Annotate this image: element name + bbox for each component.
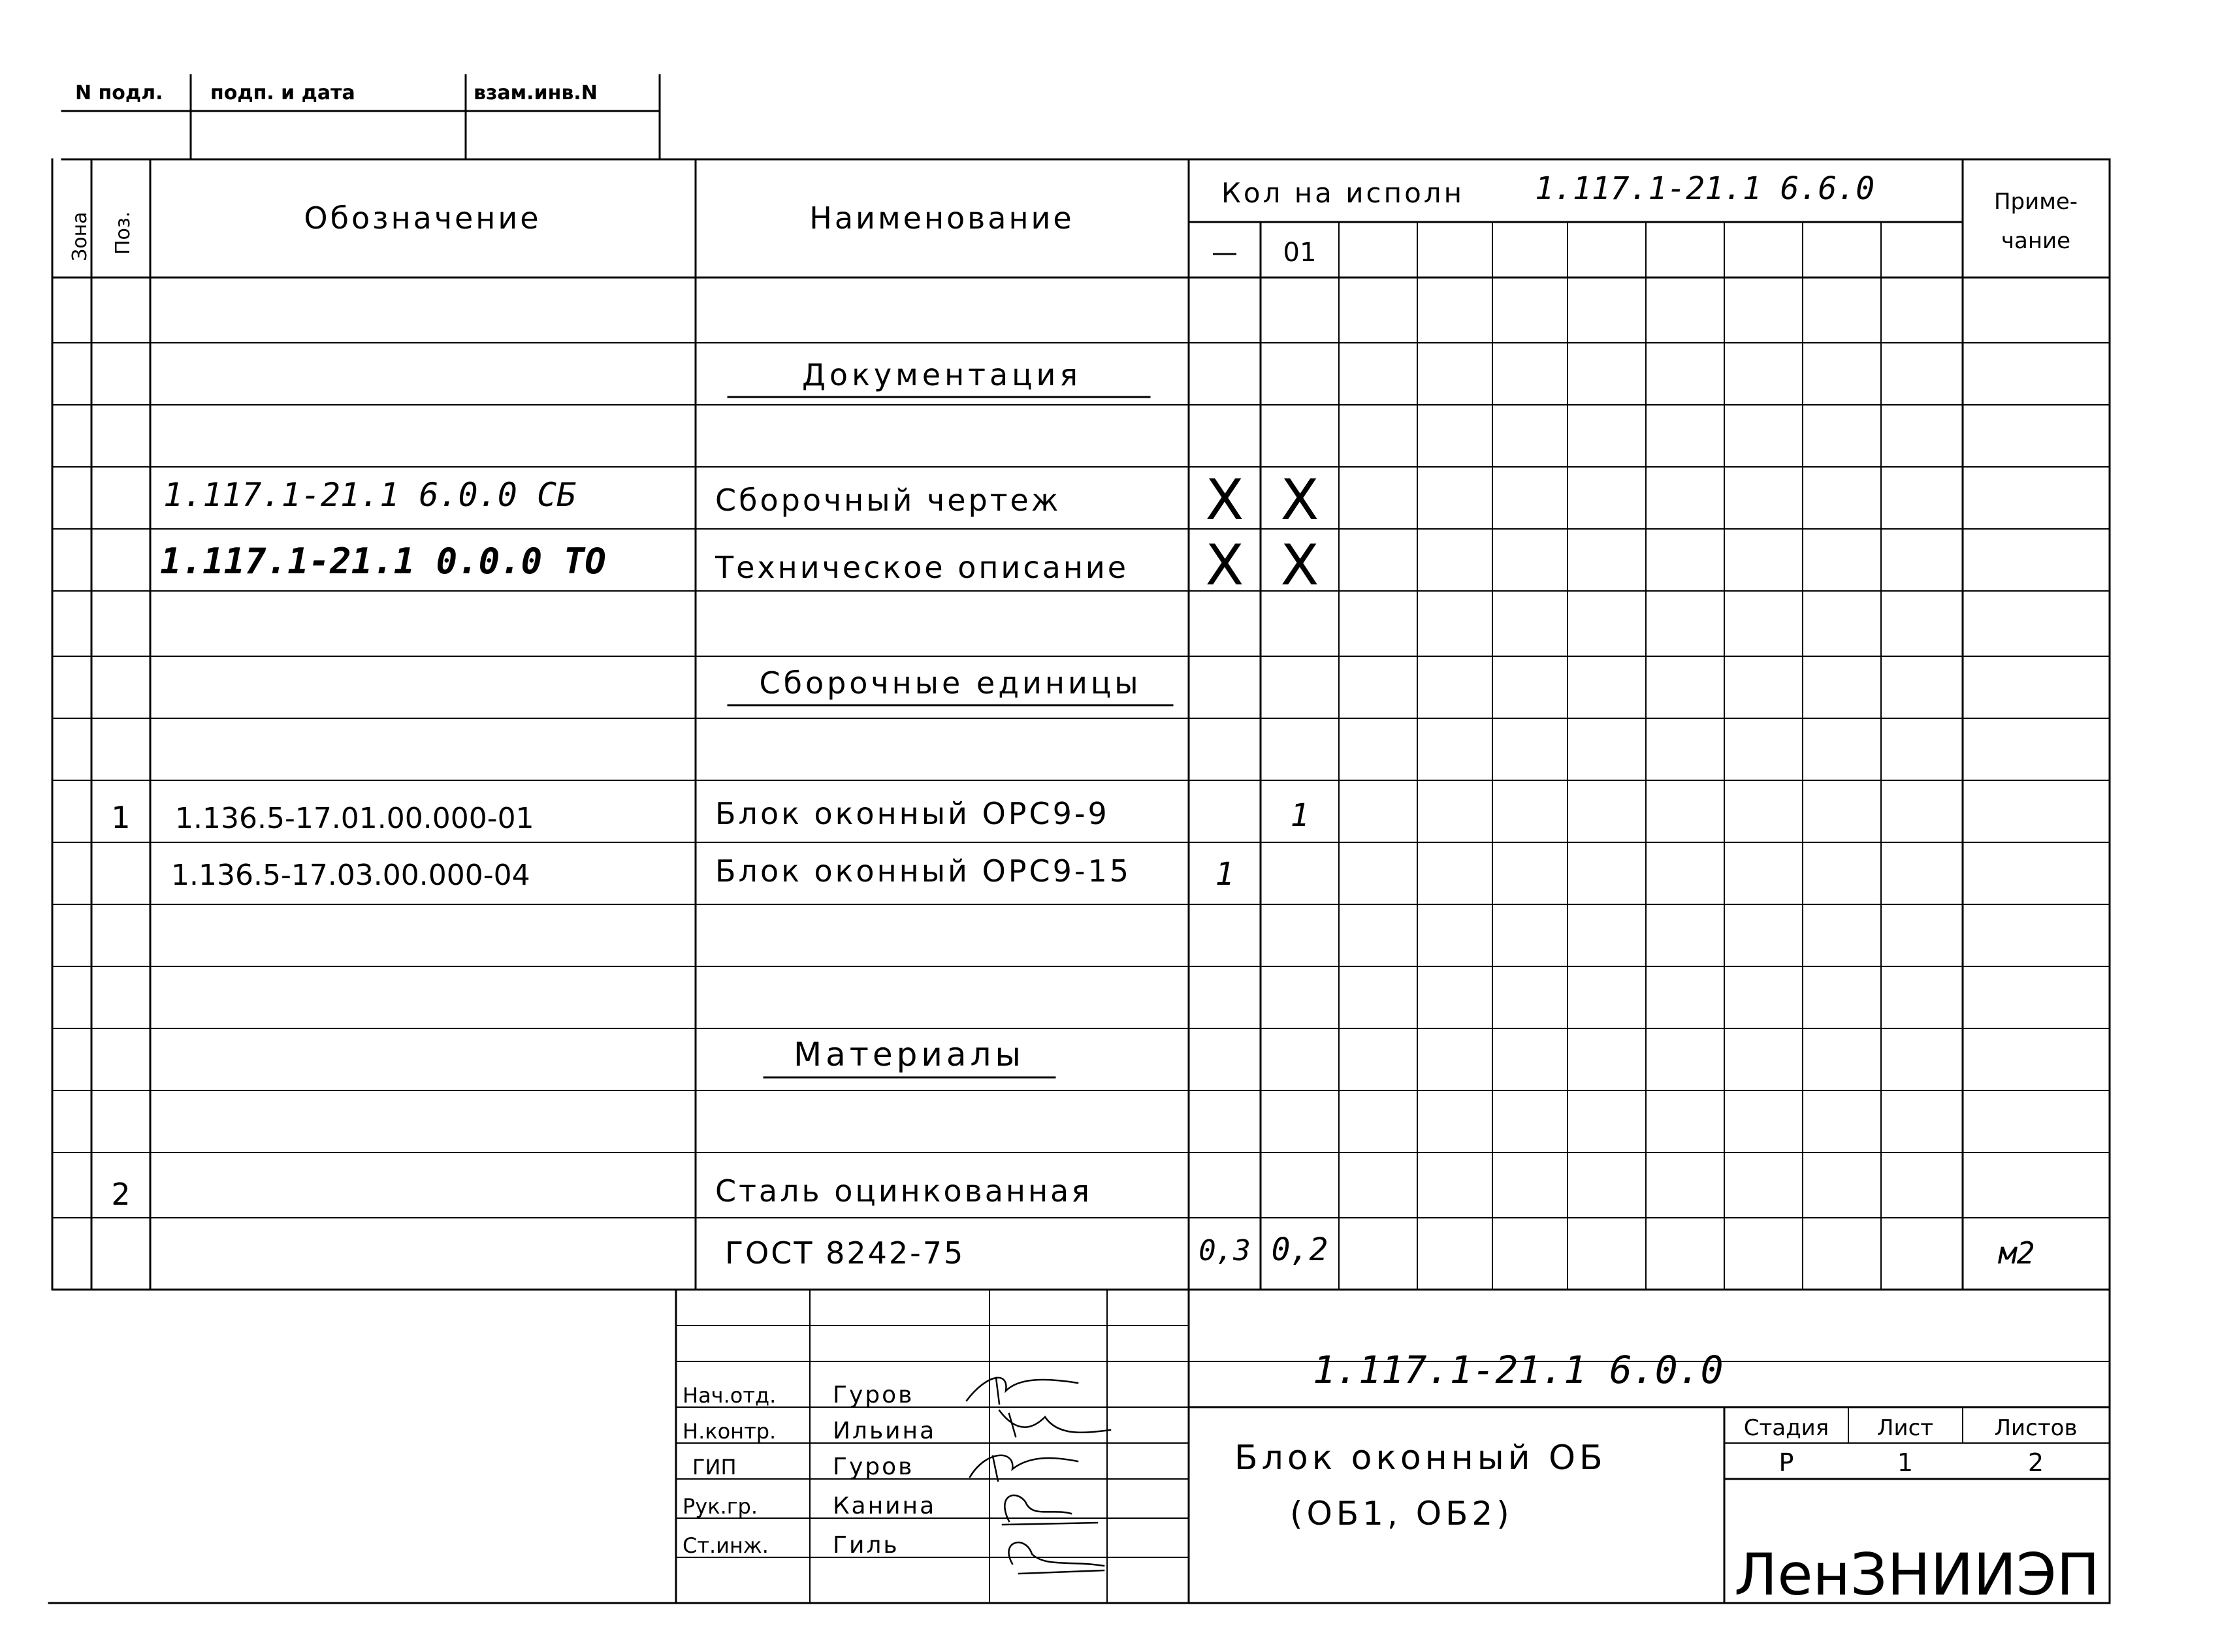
row-5-name: Сталь оцинкованная xyxy=(715,1173,1092,1209)
row-3-qty-1: 1 xyxy=(1290,797,1310,834)
signatory-name-4: Канина xyxy=(833,1493,937,1519)
stage-value: Р xyxy=(1778,1448,1794,1477)
section-materials: Материалы xyxy=(794,1036,1025,1073)
sheets-label: Листов xyxy=(1994,1415,2078,1441)
sheets-value: 2 xyxy=(2027,1448,2044,1477)
organization: ЛенЗНИИЭП xyxy=(1734,1541,2100,1608)
row-4-designation: 1.136.5-17.03.00.000-04 xyxy=(171,859,530,892)
signatory-name-1: Гуров xyxy=(833,1382,914,1408)
row-2-name: Техническое описание xyxy=(715,550,1129,585)
header-designation: Обозначение xyxy=(304,200,541,236)
stamp-label-replacement: взам.инв.N xyxy=(474,82,598,104)
row-3-pos: 1 xyxy=(111,800,131,835)
row-1-qty-0: X xyxy=(1205,468,1244,533)
header-name: Наименование xyxy=(809,200,1074,236)
stamp-label-signature-date: подп. и дата xyxy=(210,82,355,104)
row-6-name: ГОСТ 8242-75 xyxy=(725,1235,965,1271)
row-2-qty-0: X xyxy=(1205,533,1244,598)
stamp-label-inv-number: N подл. xyxy=(75,82,163,104)
header-note-line2: чание xyxy=(2001,228,2071,254)
header-zone: Зона xyxy=(69,212,91,261)
doc-number: 1.117.1-21.1 6.0.0 xyxy=(1313,1348,1724,1392)
header-qty-label: Кол на исполн xyxy=(1221,177,1465,209)
signatory-role-1: Нач.отд. xyxy=(683,1383,777,1408)
section-documentation: Документация xyxy=(801,357,1082,392)
signature-gurov-2 xyxy=(970,1455,1078,1481)
signatory-name-5: Гиль xyxy=(833,1532,899,1559)
section-assemblies: Сборочные единицы xyxy=(759,665,1142,701)
header-variant-0: — xyxy=(1212,238,1238,268)
signature-ilyina xyxy=(999,1410,1110,1437)
row-1-designation: 1.117.1-21.1 6.0.0 СБ xyxy=(163,476,577,514)
signature-gil xyxy=(1008,1542,1104,1574)
row-5-pos: 2 xyxy=(111,1177,131,1212)
row-6-qty-0: 0,3 xyxy=(1198,1234,1251,1267)
header-note-line1: Приме- xyxy=(1993,189,2078,215)
row-2-qty-1: X xyxy=(1280,533,1319,598)
sheet-label: Лист xyxy=(1876,1415,1934,1441)
header-pos: Поз. xyxy=(112,211,135,255)
signatory-role-2: Н.контр. xyxy=(683,1419,777,1444)
signatory-role-5: Ст.инж. xyxy=(683,1533,769,1558)
row-1-name: Сборочный чертеж xyxy=(715,483,1061,518)
row-lines xyxy=(52,343,2110,1218)
doc-title-line2: (ОБ1, ОБ2) xyxy=(1290,1495,1513,1533)
row-6-note: м2 xyxy=(1999,1235,2035,1271)
signatory-role-3: ГИП xyxy=(692,1455,737,1480)
row-6-qty-1: 0,2 xyxy=(1271,1231,1328,1268)
row-1-qty-1: X xyxy=(1280,468,1319,533)
row-2-designation: 1.117.1-21.1 0.0.0 ТО xyxy=(160,541,606,582)
signatory-name-2: Ильина xyxy=(833,1418,937,1444)
header-variant-1: 01 xyxy=(1283,238,1317,268)
stage-label: Стадия xyxy=(1743,1415,1829,1441)
row-3-designation: 1.136.5-17.01.00.000-01 xyxy=(175,802,534,835)
doc-title-line1: Блок оконный ОБ xyxy=(1234,1438,1607,1478)
variant-column-lines xyxy=(1339,222,1881,1290)
row-4-name: Блок оконный ОРС9-15 xyxy=(715,853,1132,889)
header-qty-doc: 1.117.1-21.1 6.6.0 xyxy=(1535,170,1875,207)
sheet-value: 1 xyxy=(1897,1448,1914,1477)
signature-kanina xyxy=(1003,1495,1097,1525)
row-4-qty-0: 1 xyxy=(1215,856,1234,893)
row-3-name: Блок оконный ОРС9-9 xyxy=(715,796,1110,831)
signatory-role-4: Рук.гр. xyxy=(683,1494,758,1519)
signature-gurov-1 xyxy=(967,1378,1078,1404)
signatory-name-3: Гуров xyxy=(833,1453,914,1480)
